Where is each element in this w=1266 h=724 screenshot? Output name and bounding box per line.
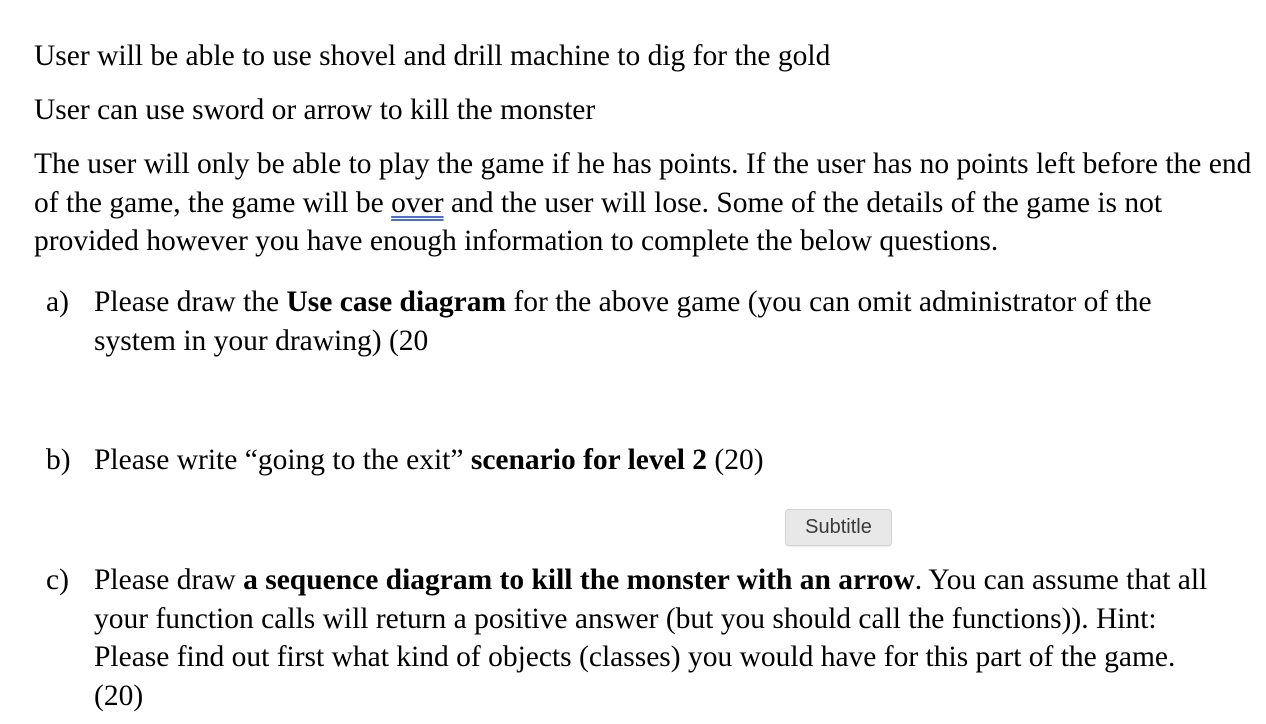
question-text-part: Please draw the [94, 286, 287, 318]
list-marker: b) [46, 444, 71, 476]
question-text-part: Please write “going to the exit” [94, 444, 471, 476]
question-text-part: for the above game (you can omit administrator of the system in your drawing) (20 [94, 286, 1152, 357]
paragraph-tools: User will be able to use shovel and drill machine to dig for the gold [34, 40, 831, 72]
paragraph-rules [34, 145, 1260, 261]
question-text [94, 283, 1226, 360]
question-bold-text: a sequence diagram to kill the monster with an arrow [243, 564, 915, 596]
spellcheck-underlined-word[interactable]: over [391, 186, 444, 219]
question-text [94, 441, 1226, 480]
question-b [46, 441, 1226, 480]
question-c [46, 561, 1226, 715]
list-marker: c) [46, 564, 69, 596]
question-bold-text: Use case diagram [286, 286, 507, 318]
question-bold-text: scenario for level 2 [470, 444, 708, 476]
paragraph-weapons: User can use sword or arrow to kill the monster [34, 94, 596, 126]
list-marker: a) [46, 286, 69, 318]
rules-text-part-2: and the user will lose. Some of the details of the game is not provided however you have enough information to complete the below questions. [34, 186, 1163, 257]
question-text-part: (20) [707, 444, 764, 476]
subtitle-style-button[interactable]: Subtitle [785, 509, 892, 546]
question-text-part: . You can assume that all your function calls will return a positive answer (but you should call the functions)). Hint: Please find out first what kind of objects (classes) you would have for this part of the game. (20) [94, 564, 1208, 712]
question-text-part: Please draw [94, 564, 244, 596]
rules-text-part-1: The user will only be able to play the game if he has points. If the user has no points left before the end of the game, the game will be [34, 148, 1252, 219]
question-a [46, 283, 1226, 360]
question-text [94, 561, 1226, 715]
